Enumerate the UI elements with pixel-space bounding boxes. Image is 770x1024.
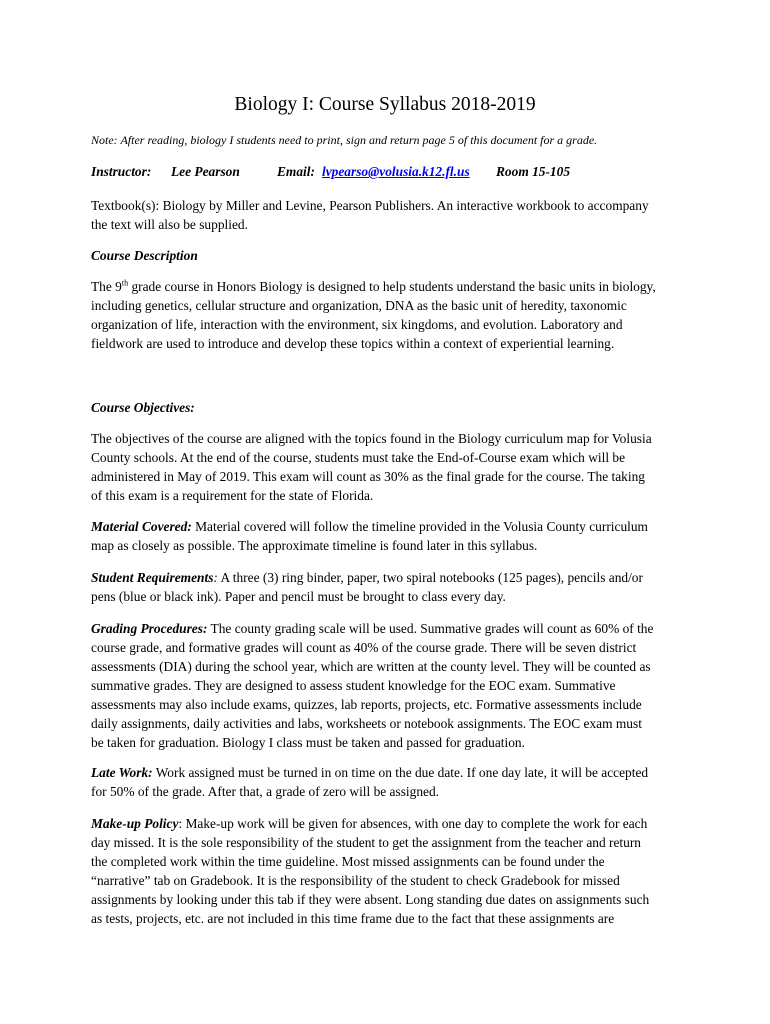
- textbook-paragraph: [91, 196, 691, 234]
- objectives-line: The objectives of the course are aligned with the topics found in the Biology curriculum map for Volusia: [91, 431, 652, 446]
- late-work-paragraph: Late Work: Work assigned must be turned in on time on the due date. If one day late, it will be accepted for 50% of the grade. After that, a grade of zero will be assigned.: [91, 763, 691, 801]
- grading-paragraph: Grading Procedures: The county grading scale will be used. Summative grades will count as 60% of the course grade, and formative grades will count as 40% of the course grade. There will be seven district assessments (DIA) during the school year, which are written at the county level. They will be counted as summative grades. They are designed to assess student knowledge for the EOC exam. Summative assessments may also include exams, quizzes, lab reports, projects, etc. Formative assessments include daily assignments, daily activities and labs, worksheets or notebook assignments. The EOC exam must be taken for graduation. Biology I class must be taken and passed for graduation.: [91, 619, 691, 752]
- objectives-line: administered in May of 2019. This exam will count as 30% as the final grade for the course. The taking: [91, 469, 645, 484]
- makeup-policy-line: as tests, projects, etc. are not included in this time frame due to the fact that these assignments are: [91, 911, 615, 926]
- makeup-policy-paragraph: Make-up Policy: Make-up work will be given for absences, with one day to complete the work for each day missed. It is the sole responsibility of the student to get the assignment from the teacher and return the completed work within the time guideline. Most missed assignments can be found under the “narrative” tab on Gradebook. It is the responsibility of the student to check Gradebook for missed assignments by looking under this tab if they were absent. Long standing due dates on assignments such as tests, projects, etc. are not included in this time frame due to the fact that these assignments are: [91, 814, 691, 928]
- material-covered-line: map as closely as possible. The approximate timeline is found later in this syllabus.: [91, 538, 538, 553]
- late-work-line: for 50% of the grade. After that, a grade of zero will be assigned.: [91, 784, 440, 799]
- email-label: Email:: [277, 164, 315, 179]
- description-line: including genetics, cellular structure and organization, DNA as the basic unit of heredity, taxonomic: [91, 298, 627, 313]
- instructor-name: Lee Pearson: [171, 164, 240, 179]
- document-title: Biology I: Course Syllabus 2018-2019: [234, 94, 536, 115]
- student-requirements-line: pens (blue or black ink). Paper and pencil must be brought to class every day.: [91, 589, 506, 604]
- description-line: fieldwork are used to introduce and develop these topics within a context of experiential learning.: [91, 336, 615, 351]
- description-line: The 9th grade course in Honors Biology is designed to help students understand the basic units in biology,: [91, 278, 656, 294]
- makeup-policy-label: Make-up Policy: [91, 816, 179, 831]
- course-description-paragraph: [91, 277, 691, 353]
- textbook-line: the text will also be supplied.: [91, 217, 248, 232]
- grading-line: be taken for graduation. Biology I class must be taken and passed for graduation.: [91, 735, 525, 750]
- print-note: Note: After reading, biology I students need to print, sign and return page 5 of this document for a grade.: [91, 133, 598, 147]
- grading-line: assessments may also include exams, quizzes, lab reports, projects, etc. Formative assessments include: [91, 697, 642, 712]
- instructor-label: Instructor:: [91, 164, 152, 179]
- grading-line: assessments (DIA) during the school year, which are written at the county level. They will be counted as: [91, 659, 651, 674]
- grading-line: daily assignments, daily activities and labs, worksheets or notebook assignments. The EOC exam must: [91, 716, 642, 731]
- material-covered-label: Material Covered:: [91, 519, 192, 534]
- objectives-line: of this exam is a requirement for the state of Florida.: [91, 488, 374, 503]
- student-requirements-label: Student Requirements: [91, 570, 214, 585]
- textbook-line: Textbook(s): Biology by Miller and Levine, Pearson Publishers. An interactive workbook to accompany: [91, 198, 649, 213]
- email-link[interactable]: lvpearso@volusia.k12.fl.us: [322, 164, 470, 179]
- late-work-label: Late Work:: [91, 765, 153, 780]
- objectives-line: County schools. At the end of the course, students must take the End-of-Course exam which will be: [91, 450, 626, 465]
- ordinal-superscript: th: [121, 278, 129, 288]
- makeup-policy-line: day missed. It is the sole responsibility of the student to get the assignment from the teacher and return: [91, 835, 642, 850]
- course-description-heading: Course Description: [91, 248, 198, 263]
- course-objectives-paragraph: [91, 429, 691, 505]
- grading-label: Grading Procedures:: [91, 621, 208, 636]
- makeup-policy-line: the completed work within the time guideline. Most missed assignments can be found under the: [91, 854, 605, 869]
- grading-line: course grade, and formative grades will count as 40% of the course grade. There will be seven district: [91, 640, 637, 655]
- course-objectives-heading: Course Objectives:: [91, 400, 195, 415]
- student-requirements-paragraph: Student Requirements: A three (3) ring binder, paper, two spiral notebooks (125 pages), pencils and/or pens (blue or black ink). Paper and pencil must be brought to class every day.: [91, 568, 691, 606]
- makeup-policy-line: “narrative” tab on Gradebook. It is the responsibility of the student to check Gradebook for missed: [91, 873, 620, 888]
- room-number: Room 15-105: [496, 164, 571, 179]
- makeup-policy-line: assignments by looking under this tab if they were absent. Long standing due dates on assignments such: [91, 892, 650, 907]
- description-line: organization of life, interaction with the environment, six kingdoms, and evolution. Laboratory and: [91, 317, 623, 332]
- material-covered-paragraph: Material Covered: Material covered will follow the timeline provided in the Volusia County curriculum map as closely as possible. The approximate timeline is found later in this syllabus.: [91, 517, 691, 555]
- grading-line: summative grades. They are designed to assess student knowledge for the EOC exam. Summative: [91, 678, 616, 693]
